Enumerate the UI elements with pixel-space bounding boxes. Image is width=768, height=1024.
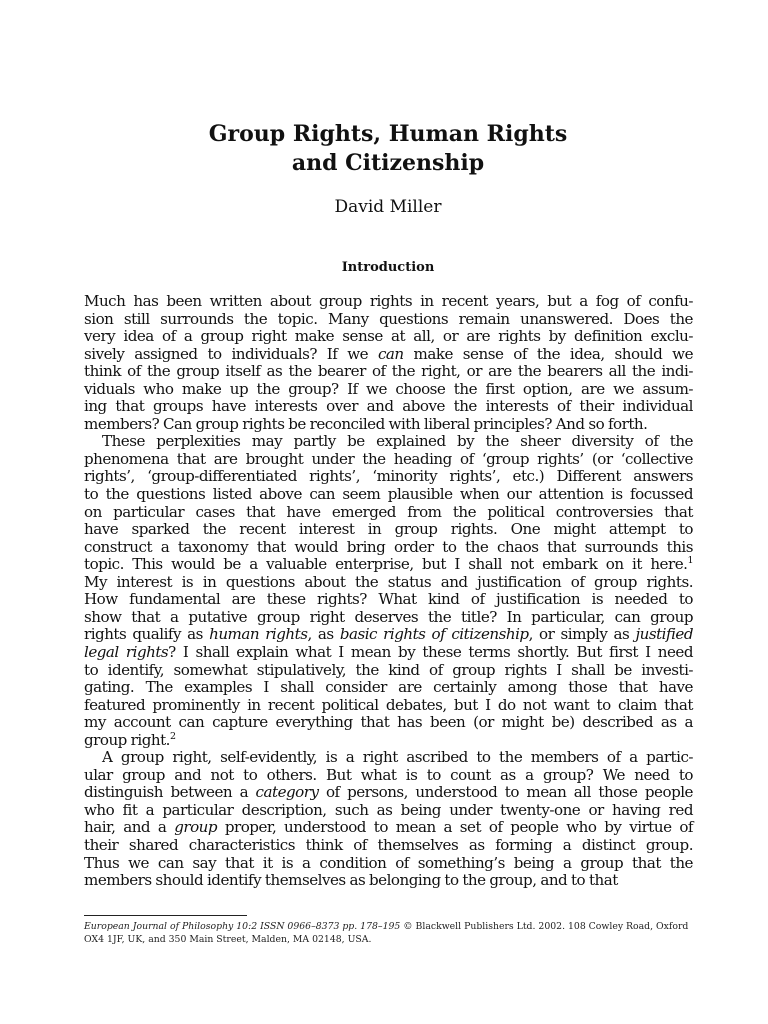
text-line: members should identify themselves as belonging to the group, and to that — [84, 871, 618, 890]
footnote-address: OX4 1JF, UK, and 350 Main Street, Malden, MA 02148, USA. — [84, 933, 372, 945]
text-line: These perplexities may partly be explained by the sheer diversity of the — [102, 432, 693, 451]
text-line: topic. This would be a valuable enterprise, but I shall not embark on it here.$^1$ — [84, 555, 693, 574]
paragraph — [84, 433, 693, 749]
paragraph — [84, 293, 693, 433]
emphasis: can — [377, 344, 404, 363]
footnote-divider — [84, 915, 247, 916]
emphasis: category — [255, 783, 319, 802]
text-line: A group right, self-evidently, is a right ascribed to the members of a partic- — [102, 748, 693, 767]
text-line: phenomena that are brought under the heading of ‘group rights’ (or ‘collective — [84, 449, 693, 468]
text-line: Much has been written about group rights in recent years, but a fog of confu- — [84, 292, 693, 310]
text-line: think of the group itself as the bearer of the right, or are the bearers all the indi- — [84, 362, 693, 381]
text-line: to identify, somewhat stipulatively, the kind of group rights I shall be investi- — [84, 660, 693, 679]
text-line: sion still surrounds the topic. Many questions remain unanswered. Does the — [84, 309, 693, 328]
publication-footnote — [84, 921, 693, 946]
text-line: My interest is in questions about the status and justification of group rights. — [84, 572, 693, 591]
emphasis: basic rights of citizenship — [339, 625, 529, 644]
footnote-line — [84, 921, 693, 934]
text-line: very idea of a group right make sense at all, or are rights by definition exclu- — [84, 327, 693, 346]
text-line: legal rights? I shall explain what I mean by these terms shortly. But first I need — [84, 642, 693, 661]
text-line: my account can capture everything that has been (or might be) described as a — [84, 713, 693, 732]
article-title-line-1: Group Rights, Human Rights — [208, 121, 568, 147]
section-heading: Introduction — [341, 260, 435, 275]
text-line: Thus we can say that it is a condition of something’s being a group that the — [84, 853, 693, 872]
paragraph — [84, 749, 693, 889]
text-line: featured prominently in recent political debates, but I do not want to claim that — [84, 695, 693, 714]
footnote-reference: 2 — [169, 730, 176, 742]
emphasis: legal rights — [84, 642, 169, 661]
footnote-publisher: © Blackwell Publishers Ltd. 2002. 108 Cowley Road, Oxford — [400, 921, 689, 932]
emphasis: group — [174, 818, 218, 837]
text-line: How fundamental are these rights? What kind of justification is needed to — [84, 590, 693, 609]
text-line: to the questions listed above can seem plausible when our attention is focussed — [84, 485, 693, 504]
text-line: viduals who make up the group? If we choose the first option, are we assum- — [84, 379, 693, 398]
journal-citation: European Journal of Philosophy 10:2 ISSN 0966–8373 pp. 178–195 — [84, 921, 401, 932]
text-line: hair, and a group proper, understood to mean a set of people who by virtue of — [84, 818, 693, 837]
text-line: gating. The examples I shall consider are certainly among those that have — [84, 678, 693, 697]
text-line: their shared characteristics think of themselves as forming a distinct group. — [84, 836, 693, 855]
article-title-line-2: and Citizenship — [291, 150, 485, 176]
text-line: members? Can group rights be reconciled with liberal principles? And so forth. — [84, 414, 648, 433]
text-line: construct a taxonomy that would bring order to the chaos that surrounds this — [84, 537, 693, 556]
footnote-reference: 1 — [687, 555, 693, 567]
text-line: group right.$^2$ — [84, 730, 176, 749]
text-line: ing that groups have interests over and above the interests of their individual — [84, 397, 693, 416]
text-line: rights qualify as human rights, as basic rights of citizenship, or simply as justified — [84, 625, 693, 644]
author-name: David Miller — [334, 197, 442, 217]
text-line: rights’, ‘group-differentiated rights’, ‘minority rights’, etc.) Different answers — [84, 467, 693, 486]
emphasis: human rights — [209, 625, 308, 644]
emphasis: justified — [635, 625, 693, 644]
text-line: distinguish between a category of persons, understood to mean all those people — [84, 783, 693, 802]
text-line: who fit a particular description, such as being under twenty-one or having red — [84, 800, 693, 819]
text-line: have sparked the recent interest in group rights. One might attempt to — [84, 520, 693, 539]
text-line: show that a putative group right deserves the title? In particular, can group — [84, 607, 693, 626]
text-line: on particular cases that have emerged from the political controversies that — [84, 502, 693, 521]
text-line: sively assigned to individuals? If we can make sense of the idea, should we — [84, 344, 694, 363]
text-line: ular group and not to others. But what is to count as a group? We need to — [84, 765, 693, 784]
